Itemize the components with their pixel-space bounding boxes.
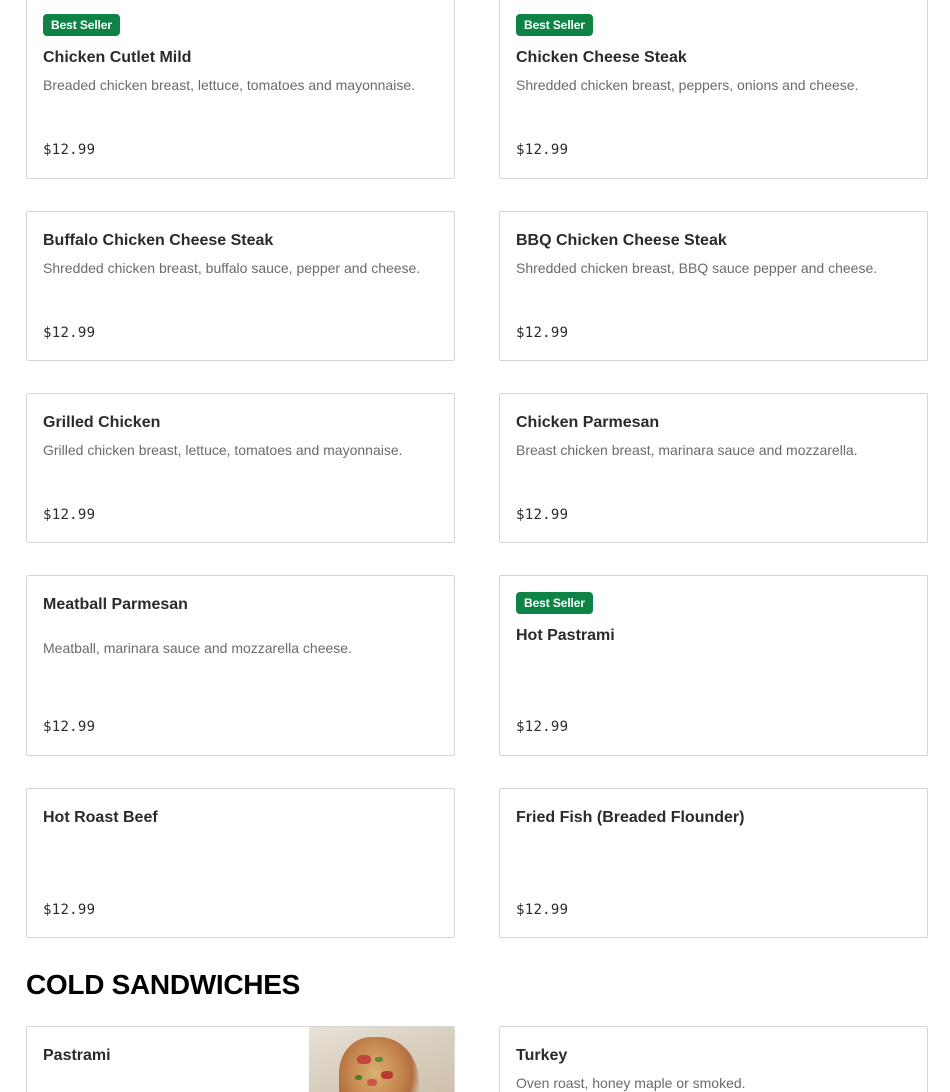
item-description: Oven roast, honey maple or smoked. — [516, 1075, 746, 1091]
menu-item-card[interactable] — [499, 1026, 928, 1092]
item-name: Chicken Parmesan — [516, 414, 660, 431]
item-name: Turkey — [516, 1047, 568, 1064]
item-price: $12.99 — [43, 325, 96, 341]
item-name: BBQ Chicken Cheese Steak — [516, 232, 727, 249]
best-seller-badge: Best Seller — [516, 592, 593, 614]
item-name: Chicken Cheese Steak — [516, 49, 687, 66]
item-price: $12.99 — [43, 507, 96, 523]
pastrami-photo — [309, 1027, 454, 1092]
item-price: $12.99 — [516, 719, 569, 735]
item-price: $12.99 — [43, 142, 96, 158]
menu-item-card[interactable] — [499, 575, 928, 756]
menu-item-card[interactable] — [26, 211, 455, 361]
best-seller-badge: Best Seller — [516, 14, 593, 36]
item-description: Shredded chicken breast, BBQ sauce pepper and cheese. — [516, 260, 878, 276]
item-name: Pastrami — [43, 1047, 111, 1064]
item-description: Shredded chicken breast, peppers, onions and cheese. — [516, 77, 859, 93]
menu-item-card[interactable] — [26, 393, 455, 543]
item-name: Hot Roast Beef — [43, 809, 158, 826]
item-price: $12.99 — [516, 902, 569, 918]
item-name: Meatball Parmesan — [43, 596, 188, 613]
best-seller-badge: Best Seller — [43, 14, 120, 36]
item-price: $12.99 — [43, 719, 96, 735]
item-name: Grilled Chicken — [43, 414, 161, 431]
menu-item-card[interactable] — [499, 0, 928, 179]
item-name: Buffalo Chicken Cheese Steak — [43, 232, 274, 249]
item-description: Breaded chicken breast, lettuce, tomatoes and mayonnaise. — [43, 77, 415, 93]
item-description: Breast chicken breast, marinara sauce and mozzarella. — [516, 442, 858, 458]
menu-item-card[interactable] — [26, 0, 455, 179]
menu-item-card[interactable] — [26, 1026, 455, 1092]
item-name: Hot Pastrami — [516, 627, 615, 644]
item-price: $12.99 — [516, 142, 569, 158]
menu-item-card[interactable] — [499, 393, 928, 543]
item-price: $12.99 — [516, 325, 569, 341]
menu-item-card[interactable] — [499, 211, 928, 361]
item-description: Grilled chicken breast, lettuce, tomatoes and mayonnaise. — [43, 442, 403, 458]
item-description: Shredded chicken breast, buffalo sauce, pepper and cheese. — [43, 260, 421, 276]
item-price: $12.99 — [43, 902, 96, 918]
menu-item-card[interactable] — [26, 788, 455, 938]
item-price: $12.99 — [516, 507, 569, 523]
item-name: Fried Fish (Breaded Flounder) — [516, 809, 745, 826]
menu-item-card[interactable] — [499, 788, 928, 938]
item-name: Chicken Cutlet Mild — [43, 49, 192, 66]
section-title-cold-sandwiches: COLD SANDWICHES — [26, 969, 300, 1000]
item-description: Meatball, marinara sauce and mozzarella cheese. — [43, 640, 352, 656]
menu-item-card[interactable] — [26, 575, 455, 756]
